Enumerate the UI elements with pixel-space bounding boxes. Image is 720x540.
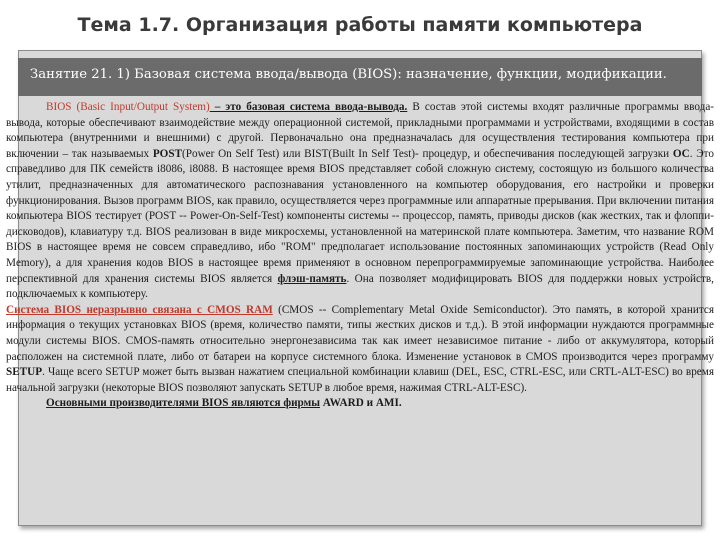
bios-text-2: (Power On Self Test) или BIST(Built In Self Test)- процедур, и обеспечивания последующей загрузки bbox=[182, 147, 673, 160]
manufacturers-text: AWARD и AMI. bbox=[319, 397, 402, 410]
bios-term: BIOS (Basic Input/Output System) bbox=[46, 101, 210, 113]
manufacturers-lead: Основными производителями BIOS являются фирмы bbox=[46, 397, 320, 410]
paragraph-cmos bbox=[6, 303, 714, 397]
bios-text-1: В состав этой системы входят различные программы ввода-вывода, которые обеспечивают взаимодействие между операционной системой, прикладными программами и устройствами, входящими в состав компьютера (внутренними и внешними) с другой. Первоначально она предназначалась для осуществления тестирования компьютера при включении – так называемых bbox=[6, 101, 715, 160]
bios-text-4: . Она позволяет модифицировать BIOS для поддержки новых устройств, подключаемых к компьютеру. bbox=[6, 272, 714, 301]
setup-term: SETUP bbox=[6, 366, 43, 379]
os-term: ОС bbox=[672, 147, 690, 160]
post-term: POST bbox=[152, 147, 183, 160]
bios-text-3: . Это справедливо для ПК семейств i8086, i8088. В настоящее время BIOS представляет собой сложную систему, состоящую из большого количества утилит, предназначенных для автоматического распознавания установленного на компьютер оборудования, его настройки и проверки функционирования. Вызов программ BIOS, как правило, осуществляется через программные или аппаратные прерывания. При включении питания компьютера BIOS тестирует (POST -- Power-On-Self-Test) компоненты системы -- процессор, память, приводы дисков (как жестких, так и флоппи-дисководов), клавиатуру т.д. BIOS реализован в виде микросхемы, установленной на материнской плате компьютера. Заметим, что название ROM BIOS в настоящее время не совсем справедливо, ибо "ROM" предполагает использование постоянных запоминающих устройств (Read Only Memory), а для хранения кодов BIOS в настоящее время применяют в основном перепрограммируемые запоминающие устройства. Наиболее перспективной для хранения системы BIOS является bbox=[6, 147, 714, 285]
cmos-lead: Система BIOS неразрывно связана с CMOS RAM bbox=[6, 303, 273, 316]
slide-subtitle: Занятие 21. 1) Базовая система ввода/вывода (BIOS): назначение, функции, модификации. bbox=[30, 67, 667, 82]
slide-title: Тема 1.7. Организация работы памяти компьютера bbox=[77, 14, 643, 36]
cmos-text-1: (CMOS -- Complementary Metal Oxide Semiconductor). Это память, в которой хранится информация о текущих установках BIOS (время, количество памяти, типы жестких дисков и т.д.). В этой информации нуждаются программные модули системы BIOS. CMOS-память относительно энергонезависима так как имеет независимое питание - либо от аккумулятора, который расположен на системной плате, либо от батареи на корпусе системного блока. Изменение установок в CMOS производится через программу bbox=[6, 303, 714, 363]
paragraph-bios-definition bbox=[6, 100, 714, 303]
cmos-text-2: . Чаще всего SETUP может быть вызван нажатием специальной комбинации клавиш (DEL, ESC, CTRL-ESC, или CRTL-ALT-ESC) во время начальной загрузки (некоторые BIOS позволяют запускать SETUP в любое время, нажимая CTRL-ALT-ESC). bbox=[6, 366, 714, 394]
body-text bbox=[6, 100, 714, 412]
paragraph-manufacturers bbox=[6, 396, 714, 412]
flash-memory-term: флэш-память bbox=[277, 272, 347, 285]
bios-definition: – это базовая система ввода-вывода. bbox=[209, 101, 408, 113]
